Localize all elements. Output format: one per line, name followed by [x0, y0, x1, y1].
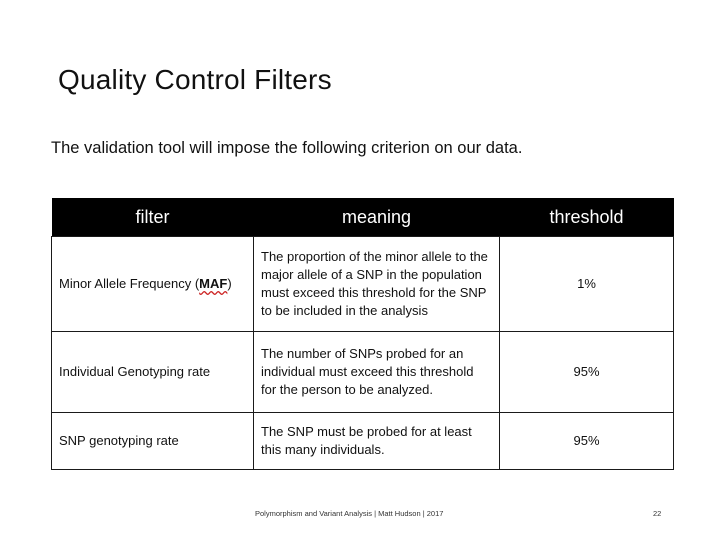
slide-title: Quality Control Filters — [58, 64, 332, 95]
table-row — [52, 332, 674, 413]
meaning-cell: The proportion of the minor allele to the major allele of a SNP in the population must exceed this threshold for the SNP to be included in the analysis — [254, 237, 500, 332]
page-number: 22 — [653, 509, 662, 518]
table-row — [52, 413, 674, 470]
filter-name-prefix: Minor Allele Frequency ( — [59, 276, 200, 291]
filter-cell: SNP genotyping rate — [52, 413, 254, 470]
threshold-cell: 95% — [500, 413, 674, 470]
quality-control-table — [51, 198, 674, 470]
meaning-cell: The SNP must be probed for at least this many individuals. — [254, 413, 500, 470]
filter-abbreviation: MAF — [199, 276, 228, 291]
filter-name-suffix: ) — [227, 276, 232, 291]
threshold-cell: 1% — [500, 237, 674, 332]
header-row — [52, 198, 674, 237]
slide-footer: Polymorphism and Variant Analysis | Matt Hudson | 2017 — [255, 509, 444, 518]
meaning-cell: The number of SNPs probed for an individual must exceed this threshold for the person to be analyzed. — [254, 332, 500, 413]
column-header-meaning: meaning — [254, 198, 500, 237]
column-header-threshold: threshold — [500, 198, 674, 237]
filter-cell — [52, 237, 254, 332]
table-header — [52, 198, 674, 237]
intro-text: The validation tool will impose the following criterion on our data. — [51, 139, 523, 157]
filter-cell: Individual Genotyping rate — [52, 332, 254, 413]
column-header-filter: filter — [52, 198, 254, 237]
table-row — [52, 237, 674, 332]
threshold-cell: 95% — [500, 332, 674, 413]
